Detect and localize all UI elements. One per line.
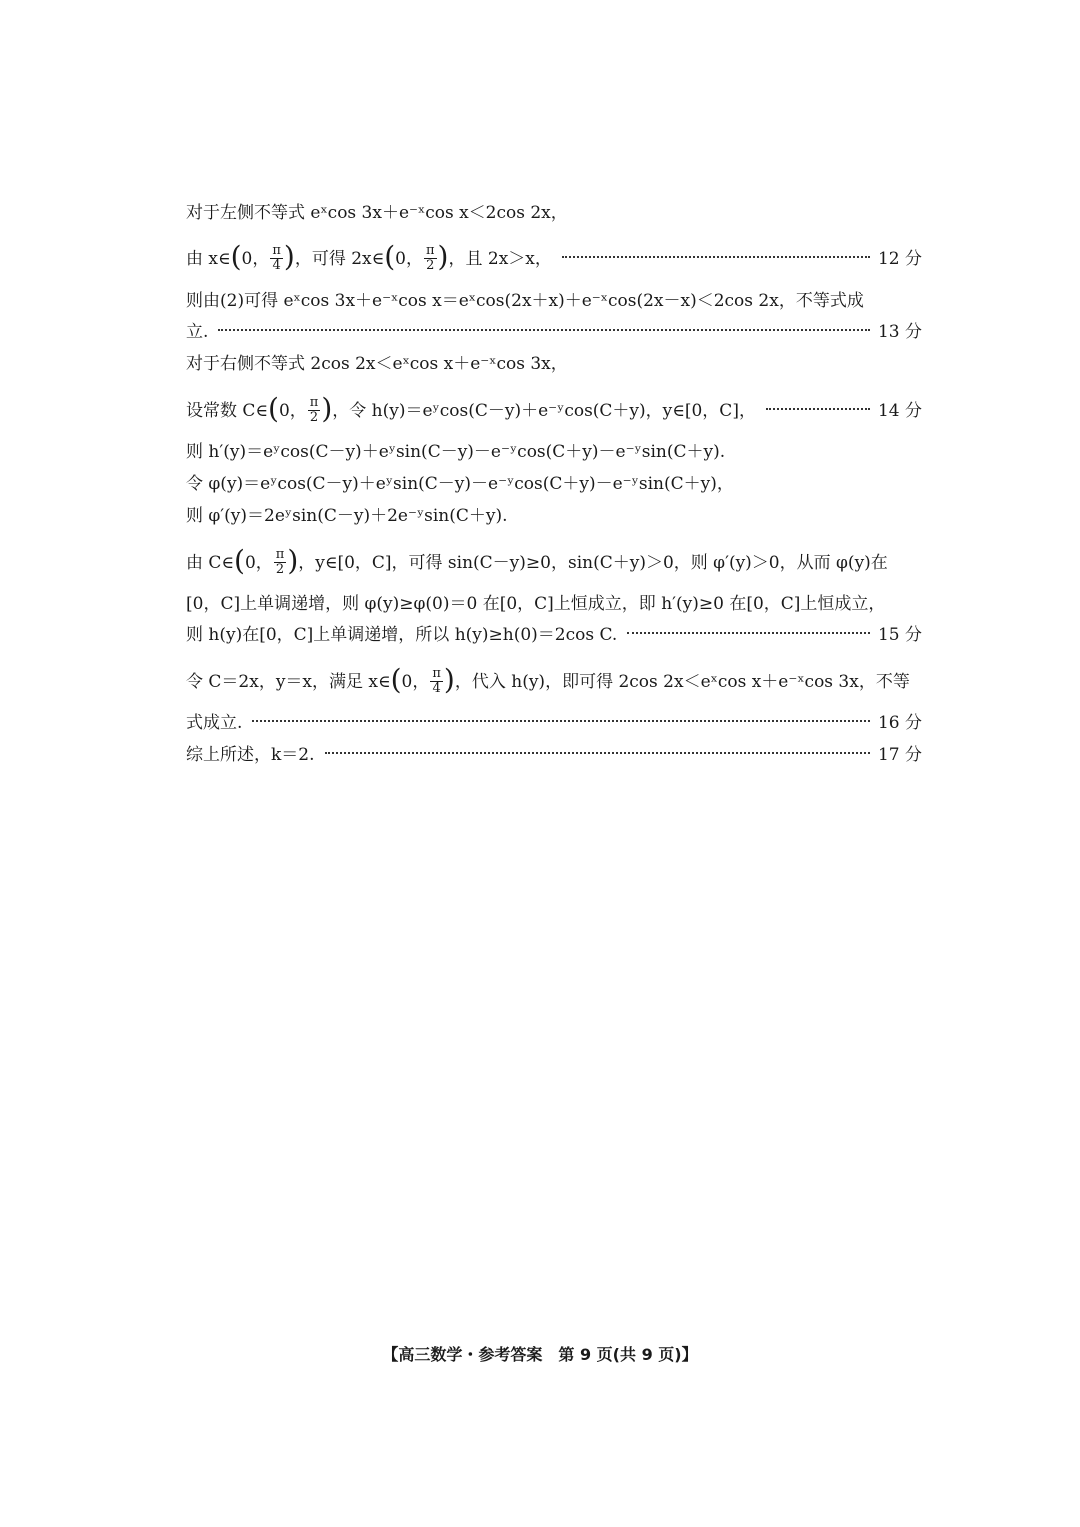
line-13-post: ，代入 h(y)，即可得 2cos 2x＜eˣcos x＋e⁻ˣcos 3x，不等: [454, 671, 910, 692]
line-13-pre: 令 C＝2x，y＝x，满足 x∈: [186, 671, 391, 692]
score-label: 15 分: [877, 625, 922, 645]
dot-leader: [325, 752, 870, 754]
text-line-4: [186, 319, 922, 345]
interval-zero: 0，: [278, 400, 307, 421]
fraction-numerator: π: [426, 243, 435, 258]
text-line-1: 对于左侧不等式 eˣcos 3x＋e⁻ˣcos x＜2cos 2x，: [186, 203, 568, 223]
dot-leader: [562, 256, 870, 258]
line-15-text: 综上所述，k＝2.: [186, 745, 315, 765]
page-footer: 【高三数学・参考答案 第 9 页(共 9 页)】: [382, 1345, 698, 1364]
text-line-15: [186, 742, 922, 768]
paren-open: (: [234, 543, 245, 577]
paren-open: (: [230, 239, 242, 273]
dot-leader: [218, 329, 870, 331]
interval-zero: 0，: [395, 248, 423, 269]
text-line-7: 则 h′(y)＝eʸcos(C－y)＋eʸsin(C－y)－e⁻ʸcos(C＋y)－e⁻ʸsin(C＋y).: [186, 442, 726, 462]
line-10-post: ，y∈[0，C]，可得 sin(C－y)≥0，sin(C＋y)＞0，则 φ′(y)＞0，从而 φ(y)在: [298, 552, 888, 573]
fraction-numerator: π: [272, 243, 281, 258]
text-line-9: 则 φ′(y)＝2eʸsin(C－y)＋2e⁻ʸsin(C＋y).: [186, 506, 508, 526]
text-line-12: [186, 622, 922, 648]
paren-open: (: [384, 239, 396, 273]
text-line-11: [0，C]上单调递增，则 φ(y)≥φ(0)＝0 在[0，C]上恒成立，即 h′(y)≥0 在[0，C]上恒成立，: [186, 594, 886, 614]
fraction-numerator: π: [432, 666, 441, 681]
fraction-denominator: 2: [309, 410, 319, 425]
line-12-text: 则 h(y)在[0，C]上单调递增，所以 h(y)≥h(0)＝2cos C.: [186, 625, 618, 645]
line-2-mid: ，可得 2x∈: [294, 248, 385, 269]
fraction-pi-over-2: [274, 548, 287, 577]
dot-leader: [627, 632, 870, 634]
line-2-pre: 由 x∈: [186, 248, 231, 269]
text-line-5: 对于右侧不等式 2cos 2x＜eˣcos x＋e⁻ˣcos 3x，: [186, 354, 568, 374]
fraction-pi-over-2: [424, 244, 437, 273]
text-line-14: [186, 710, 922, 736]
interval-zero: 0，: [244, 552, 273, 573]
fraction-pi-over-4: [270, 244, 283, 273]
paren-close: ): [321, 391, 333, 425]
line-6-pre: 设常数 C∈: [186, 400, 268, 421]
fraction-denominator: 2: [275, 562, 285, 577]
score-label: 12 分: [877, 248, 922, 269]
line-14-text: 式成立.: [186, 713, 243, 733]
dot-leader: [766, 408, 870, 410]
fraction-numerator: π: [309, 395, 319, 410]
fraction-denominator: 4: [432, 681, 441, 696]
fraction-numerator: π: [275, 547, 285, 562]
paren-open: (: [268, 391, 279, 425]
text-line-10: [186, 543, 922, 577]
line-2-post: ，且 2x＞x，: [448, 248, 552, 269]
dot-leader: [252, 720, 870, 722]
text-line-8: 令 φ(y)＝eʸcos(C－y)＋eʸsin(C－y)－e⁻ʸcos(C＋y)－e⁻ʸsin(C＋y)，: [186, 474, 734, 494]
fraction-pi-over-2: [308, 396, 321, 425]
text-line-3: 则由(2)可得 eˣcos 3x＋e⁻ˣcos x＝eˣcos(2x＋x)＋e⁻ˣcos(2x－x)＜2cos 2x，不等式成: [186, 291, 864, 311]
score-label: 14 分: [877, 400, 922, 421]
paren-close: ): [283, 239, 295, 273]
line-10-pre: 由 C∈: [186, 552, 234, 573]
paren-open: (: [390, 662, 402, 696]
score-label: 17 分: [877, 745, 922, 765]
line-4-text: 立.: [186, 322, 209, 342]
text-line-6: [186, 391, 922, 425]
score-label: 13 分: [877, 322, 922, 342]
paren-close: ): [287, 543, 299, 577]
score-label: 16 分: [877, 713, 922, 733]
paren-close: ): [443, 662, 455, 696]
fraction-pi-over-4: [430, 667, 443, 696]
interval-zero: 0，: [401, 671, 430, 692]
fraction-denominator: 2: [426, 258, 435, 273]
interval-zero: 0，: [241, 248, 270, 269]
text-line-13: [186, 662, 922, 696]
text-line-2: [186, 239, 922, 273]
line-6-post: ，令 h(y)＝eʸcos(C－y)＋e⁻ʸcos(C＋y)，y∈[0，C]，: [332, 400, 756, 421]
fraction-denominator: 4: [272, 258, 281, 273]
paren-close: ): [437, 239, 449, 273]
